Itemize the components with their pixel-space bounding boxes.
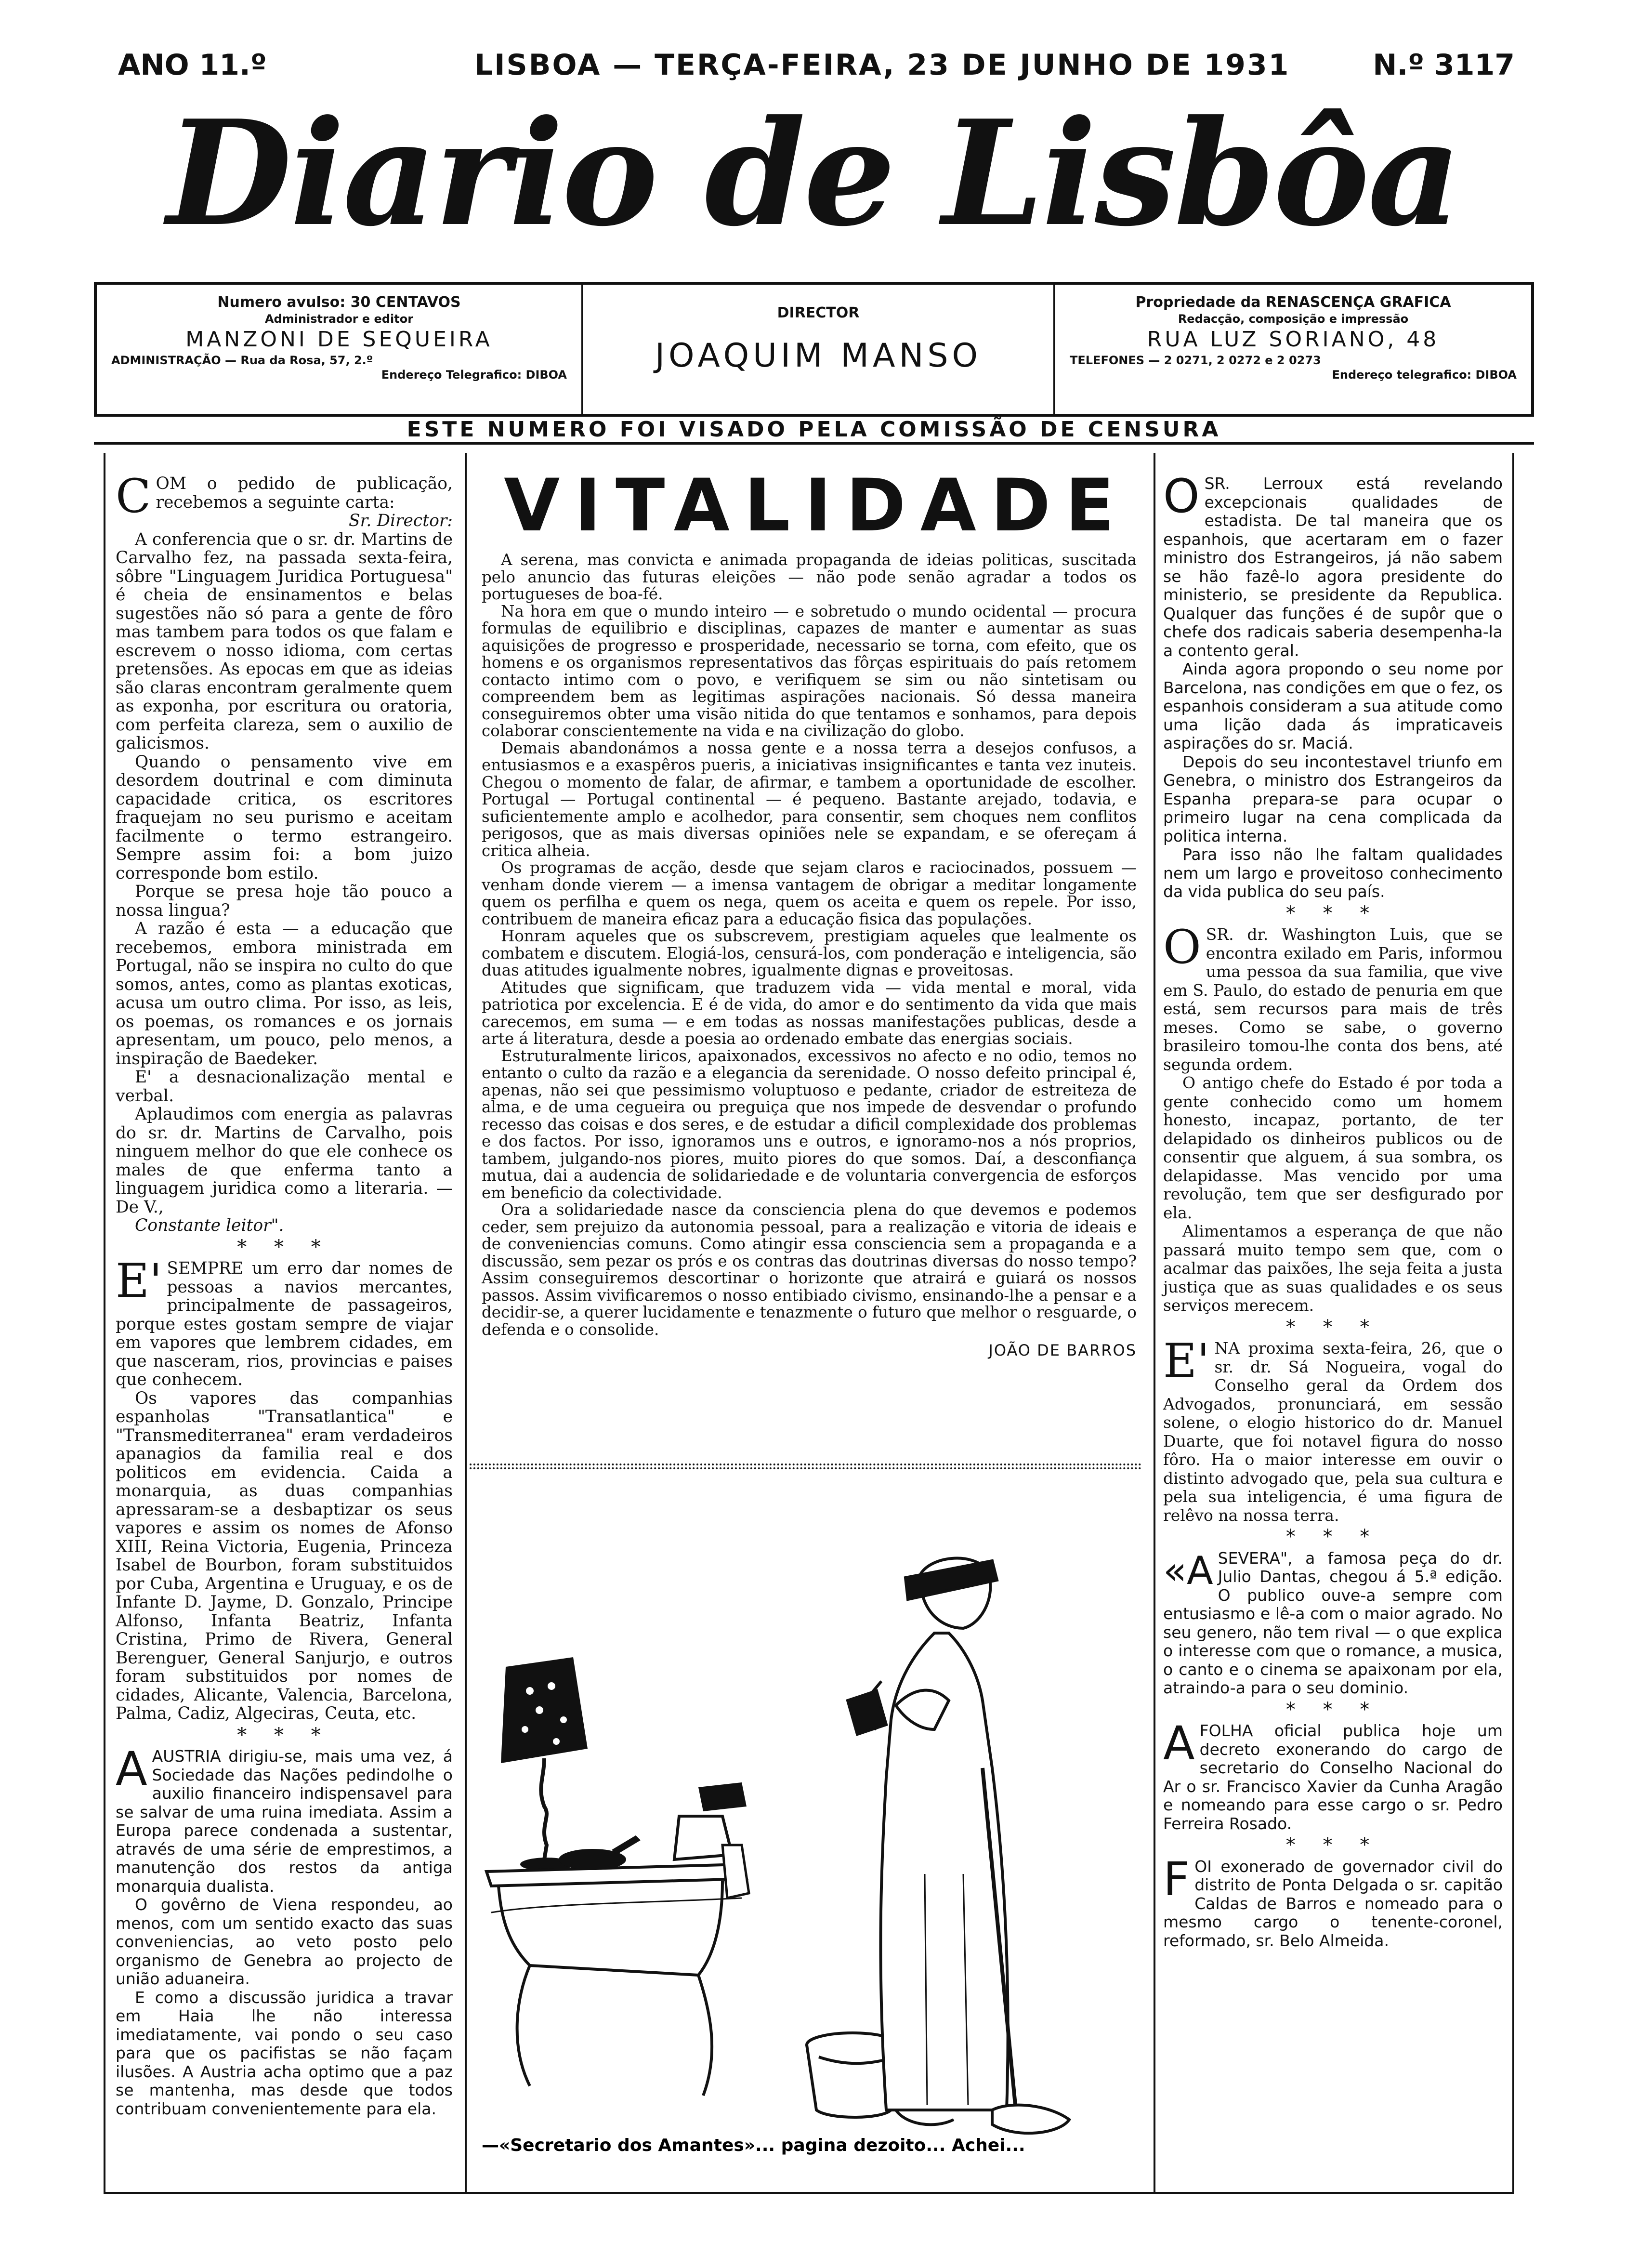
admin-role: Administrador e editor xyxy=(264,312,414,326)
austria-paragraph: E como a discussão juridica a travar em Haia lhe não interessa imediatamente, vai pondo o seu caso para que os pacifistas se não façam ilusões. A Austria acha optimo que a paz se mantenha, mas desde que todos contribuam convenientemente para ela. xyxy=(116,1988,453,2118)
dropcap: «A xyxy=(1163,1548,1213,1593)
column-rule xyxy=(104,453,105,2192)
editorial-paragraph: Atitudes que significam, que traduzem vida — vida mental e moral, vida patriotica por excelencia. E é de vida, do amor e do sentimento da vida que mais carecemos, em suma — e em todas as nossas manifestações publicas, desde a arte á literatura, desde a poesia ao ordenado embate das energias sociais. xyxy=(482,978,1137,1048)
lamp-icon xyxy=(501,1657,588,1871)
dateline: LISBOA — TERÇA-FEIRA, 23 DE JUNHO DE 1931 xyxy=(474,48,1290,82)
lerroux-paragraph: Depois do seu incontestavel triunfo em Genebra, o ministro dos Estrangeiros da Espanha prepara-se para ocupar o primeiro lugar na cena complicada da politica interna. xyxy=(1163,752,1503,845)
table-icon xyxy=(486,1864,747,2096)
phones: TELEFONES — 2 0271, 2 0272 e 2 0273 xyxy=(1070,354,1321,367)
section-separator: * * * xyxy=(1285,1834,1380,1856)
letter-paragraph: Aplaudimos com energia as palavras do sr. dr. Martins de Carvalho, pois ninguem melhor do que ele conhece os males de que enferma tanto a linguagem juridica como a literaria. — De V., xyxy=(116,1105,453,1217)
section-separator: * * * xyxy=(1285,1316,1380,1338)
lerroux-paragraph: Ainda agora propondo o seu nome por Barcelona, nas condições em que o fez, os espanhois consideram a sua atitude como uma lição dada ás impraticaveis aspirações do sr. Maciá. xyxy=(1163,659,1503,752)
editorial-paragraph: Demais abandonámos a nossa gente e a nossa terra a desejos confusos, a entusiasmos e a exaspêros pueris, a iniciativas insignificantes e tanta vez inuteis. Chegou o momento de falar, de afirmar, e tambem a oportunidade de escolher. Portugal — Portugal continental — é pequeno. Bastante arejado, todavia, e suficientemente amplo e acolhedor, para consentir, sem choques nem conflitos perigosos, que as mais diversas opiniões nele se expandam, e se ofereçam á critica alheia. xyxy=(482,738,1137,860)
admin-name: MANZONI DE SEQUEIRA xyxy=(185,327,493,352)
washington-paragraph: Alimentamos a esperança de que não passará muito tempo sem que, com o acalmar das paixões, lhe seja feita a justa justiça que as suas qualidades e os seus serviços merecem. xyxy=(1163,1222,1503,1315)
letter-paragraph: A razão é esta — a educação que recebemos, embora ministrada em Portugal, não se inspira no culto do que somos, antes, como as plantas exoticas, acusa um outro clima. Por isso, as leis, os poemas, os romances e os jornais apresentam, um pouco, pelo menos, a inspiração de Baedeker. xyxy=(116,919,453,1068)
cartoon-illustration xyxy=(472,1479,1139,2163)
section-separator: * * * xyxy=(1285,902,1380,924)
illustration-caption: —«Secretario dos Amantes»... pagina dezoito... Achei... xyxy=(482,2136,1025,2155)
illustration-border xyxy=(470,1464,1141,1469)
right-column xyxy=(1163,469,1503,1950)
letter-signoff: Constante leitor". xyxy=(135,1216,284,1235)
folha-paragraph: AFOLHA oficial publica hoje um decreto exonerando do cargo de secretario do Conselho Nacional do Ar o sr. Francisco Xavier da Cunha Aragão e nomeando para esse cargo o sr. Pedro Ferreira Rosado. xyxy=(1163,1716,1503,1833)
issue-number: N.º 3117 xyxy=(1373,48,1515,82)
letter-paragraph: A conferencia que o sr. dr. Martins de Carvalho fez, na passada sexta-feira, sôbre "Linguagem Juridica Portuguesa" é cheia de ensinamentos e belas sugestões não só para a gente de fôro mas tambem para todos os que falam e escrevem o nosso idioma, com certas pretensões. As epocas em que as ideias são claras encontram geralmente quem as exponha, por escritura ou oratoria, com perfeita clareza, sem o auxilio de galicismos. xyxy=(116,529,453,753)
editorial-paragraph: Ora a solidariedade nasce da consciencia plena do que devemos e podemos ceder, sem prejuizo da autonomia pessoal, para a realização e vitoria de ideais e de conveniencias comuns. Como atingir essa consciencia sem a propaganda e a discussão, sem pezar os prós e os contras das doutrinas diversas do nosso tempo? Assim conseguiremos descortinar o horizonte que atrairá e guiará os nossos passos. Assim vivificaremos o nosso entibiado civismo, ensinando-lhe a pensar e a decidir-se, a querer lucidamente e tenazmente o futuro que melhor o resguarde, o defenda e o consolide. xyxy=(482,1200,1137,1339)
dropcap: E' xyxy=(1163,1334,1210,1388)
ownership-address: RUA LUZ SORIANO, 48 xyxy=(1147,327,1440,352)
column-rule xyxy=(465,453,467,2192)
section-separator: * * * xyxy=(1285,1526,1380,1548)
ownership: Propriedade da RENASCENÇA GRAFICA xyxy=(1135,294,1451,311)
censorship-banner: ESTE NUMERO FOI VISADO PELA COMISSÃO DE CENSURA xyxy=(94,417,1534,445)
left-column xyxy=(116,469,453,2118)
admin-telegraph: Endereço Telegrafico: DIBOA xyxy=(381,368,567,382)
director-info xyxy=(583,285,1055,414)
price: Numero avulso: 30 CENTAVOS xyxy=(217,294,461,311)
washington-paragraph: O antigo chefe do Estado é por toda a gente conhecido como um homem honesto, incapaz, portanto, de ter delapidado os dinheiros publicos ou de consentir que alguem, á sua sombra, os delapidasse. Mas vencido por uma revolução, tem que ser desfigurado por ela. xyxy=(1163,1073,1503,1222)
admin-address: ADMINISTRAÇÃO — Rua da Rosa, 57, 2.º xyxy=(111,354,373,367)
publisher-info-box xyxy=(94,282,1534,417)
dropcap: C xyxy=(116,469,151,523)
lerroux-paragraph: Para isso não lhe faltam qualidades nem um largo e proveitoso conhecimento da vida publica do seu país. xyxy=(1163,845,1503,901)
austria-paragraph: O govêrno de Viena respondeu, ao menos, com um sentido exacto das suas conveniencias, ao veto posto pelo organismo de Genebra ao projecto de união aduaneira. xyxy=(116,1895,453,1988)
letter-paragraph: Porque se presa hoje tão pouco a nossa lingua? xyxy=(116,882,453,920)
austria-paragraph: AAUSTRIA dirigiu-se, mais uma vez, á Sociedade das Nações pedindolhe o auxilio financeiro indispensavel para se salvar de uma ruina imediata. Assim a Europa parece condenada a sustentar, através de uma série de emprestimos, a manutenção dos restos da antiga monarquia dualista. xyxy=(116,1742,453,1896)
editorial-paragraph: Os programas de acção, desde que sejam claros e raciocinados, possuem — venham donde vierem — a imensa vantagem de obrigar a meditar longamente quem os perfilha e quem os nega, quem os aceita e quem os repele. Por isso, contribuem de maneira eficaz para a educação fisica das populações. xyxy=(482,858,1137,928)
masthead-logo: Diario de Lisbôa xyxy=(166,88,1460,258)
dateline-bar xyxy=(99,48,1534,82)
editorial-paragraph: Honram aqueles que os subscrevem, prestigiam aqueles que lealmente os combatem e discutem. Elogiá-los, censurá-los, com ponderação e inteligencia, são duas atitudes igualmente nobres, igualmente dignas e proveitosas. xyxy=(482,927,1137,979)
ownership-role: Redacção, composição e impressão xyxy=(1178,312,1409,326)
section-separator: * * * xyxy=(237,1724,331,1746)
ownership-info xyxy=(1055,285,1531,414)
dropcap: O xyxy=(1163,469,1200,523)
letter-salutation: Sr. Director: xyxy=(349,511,453,530)
ponta-paragraph: FOI exonerado de governador civil do distrito de Ponta Delgada o sr. capitão Caldas de Barros e nomeado para o mesmo cargo o tenente-coronel, reformado, sr. Belo Almeida. xyxy=(1163,1852,1503,1950)
section-separator: * * * xyxy=(237,1236,331,1258)
letter-paragraph: Quando o pensamento vive em desordem doutrinal e com diminuta capacidade critica, os escritores fraquejam no seu purismo e aceitam facilmente o termo estrangeiro. Sempre assim foi: a bom juizo corresponde bom estilo. xyxy=(116,752,453,883)
letter-intro: COM o pedido de publicação, recebemos a seguinte carta: xyxy=(116,469,453,523)
director-label: DIRECTOR xyxy=(777,304,860,321)
mop-icon xyxy=(992,2105,1069,2134)
director-name: JOAQUIM MANSO xyxy=(655,337,982,375)
editorial-body xyxy=(482,552,1137,1359)
editorial-paragraph: Na hora em que o mundo inteiro — e sobretudo o mundo ocidental — procura formulas de equilibrio e disciplinas, capazes de manter e aumentar as suas aquisições de progresso e prosperidade, necessario se torna, com efeito, que os homens e os organismos representativos das fôrças espirituais do país retomem contacto intimo com o povo, e verifiquem se sim ou não sintetisam ou compreendem bem as legitimas aspirações nacionais. Só dessa maneira conseguiremos obter uma visão nitida do que tentamos e sonhamos, para depois colaborar conscientemente na vida e na civilização do globo. xyxy=(482,602,1137,740)
ships-paragraph: Os vapores das companhias espanholas "Transatlantica" e "Transmediterranea" eram verdadeiros apanagios da familia real e dos politicos em evidencia. Caida a monarquia, as duas companhias apressaram-se a desbaptizar os seus vapores e assim os nomes de Afonso XIII, Reina Victoria, Eugenia, Princeza Isabel de Bourbon, foram substituidos por Cuba, Argentina e Uruguay, e os de Infante D. Jayme, D. Gonzalo, Principe Alfonso, Infanta Beatriz, Infanta Cristina, Primo de Rivera, General Berenguer, General Sanjurjo, e outros foram substituidos por nomes de cidades, Alicante, Valencia, Barcelona, Palma, Cadiz, Algeciras, Ceuta, etc. xyxy=(116,1388,453,1723)
editorial-author: JOÃO DE BARROS xyxy=(988,1341,1137,1359)
column-rule xyxy=(1154,453,1155,2192)
year-label: ANO 11.º xyxy=(118,48,267,82)
administration-info xyxy=(97,285,583,414)
ships-paragraph: E' SEMPRE um erro dar nomes de pessoas a navios mercantes, principalmente de passageiros, porque estes gostam sempre de viajar em vapores que lembrem cidades, em que nasceram, rios, provincias e paises que conhecem. xyxy=(116,1254,453,1389)
column-rule xyxy=(1512,453,1514,2192)
dropcap: O xyxy=(1163,920,1201,974)
editorial-paragraph: Estruturalmente liricos, apaixonados, excessivos no afecto e no odio, temos no entanto o culto da razão e a elegancia da serenidade. O nosso defeito principal é, apenas, não sei que pessimismo voluptuoso e pedante, criador de estreiteza de alma, e de uma cegueira ou preguiça que nos impede de desvendar o profundo recesso das coisas e dos seres, e de estudar a dificil complexidade dos problemas e dos factos. Por isso, ignoramos uns e outros, e ignoramo-nos a nós proprios, tambem, julgando-nos piores, muito piores do que somos. Daí, a desconfiança mutua, dai a audencia de solidariedade e de voluntaria convergencia de esforços em beneficio da colectividade. xyxy=(482,1046,1137,1202)
letter-paragraph: E' a desnacionalização mental e verbal. xyxy=(116,1068,453,1106)
editorial-paragraph: A serena, mas convicta e animada propaganda de ideias politicas, suscitada pelo anuncio das futuras eleições — não pode senão agradar a todos os portugueses de boa-fé. xyxy=(482,551,1137,603)
lerroux-paragraph: OSR. Lerroux está revelando excepcionais qualidades de estadista. De tal maneira que os espanhois, que acertaram em o fazer ministro dos Estrangeiros, já não sabem se hão fazê-lo agora presidente do ministerio, se presidente da Republica. Qualquer das funções é de supôr que o chefe dos radicais saberia desempenha-la a contento geral. xyxy=(1163,469,1503,660)
bottom-rule xyxy=(104,2192,1514,2194)
washington-paragraph: OSR. dr. Washington Luis, que se encontra exilado em Paris, informou uma pessoa da sua familia, que vive em S. Paulo, do estado de penuria em que está, sem recursos para mais de três meses. Como se sabe, o governo brasileiro tomou-lhe conta dos bens, até segunda ordem. xyxy=(1163,920,1503,1074)
dropcap: A xyxy=(116,1742,147,1796)
dropcap: F xyxy=(1163,1852,1190,1906)
ownership-telegraph: Endereço telegrafico: DIBOA xyxy=(1332,368,1517,382)
dropcap: E' xyxy=(116,1254,162,1308)
dropcap: A xyxy=(1163,1716,1195,1770)
severa-paragraph: «ASEVERA", a famosa peça do dr. Julio Dantas, chegou á 5.ª edição. O publico ouve-a sempre com entusiasmo e lê-a com o maior agrado. No seu genero, não tem rival — o que explica o interesse com que o romance, a musica, o canto e o cinema se apaixonam por ela, atraindo-a para o seu dominio. xyxy=(1163,1548,1503,1697)
nogueira-paragraph: E' NA proxima sexta-feira, 26, que o sr. dr. Sá Nogueira, vogal do Conselho geral da Ordem dos Advogados, pronunciará, em sessão solene, o elogio historico do dr. Manuel Duarte, que foi notavel figura do nosso fôro. Ha o maior interesse em ouvir o distinto advogado que, pela sua cultura e pela sua inteligencia, é uma figura de relêvo na nossa terra. xyxy=(1163,1334,1503,1525)
section-separator: * * * xyxy=(1285,1698,1380,1721)
headline: VITALIDADE xyxy=(504,464,1129,548)
